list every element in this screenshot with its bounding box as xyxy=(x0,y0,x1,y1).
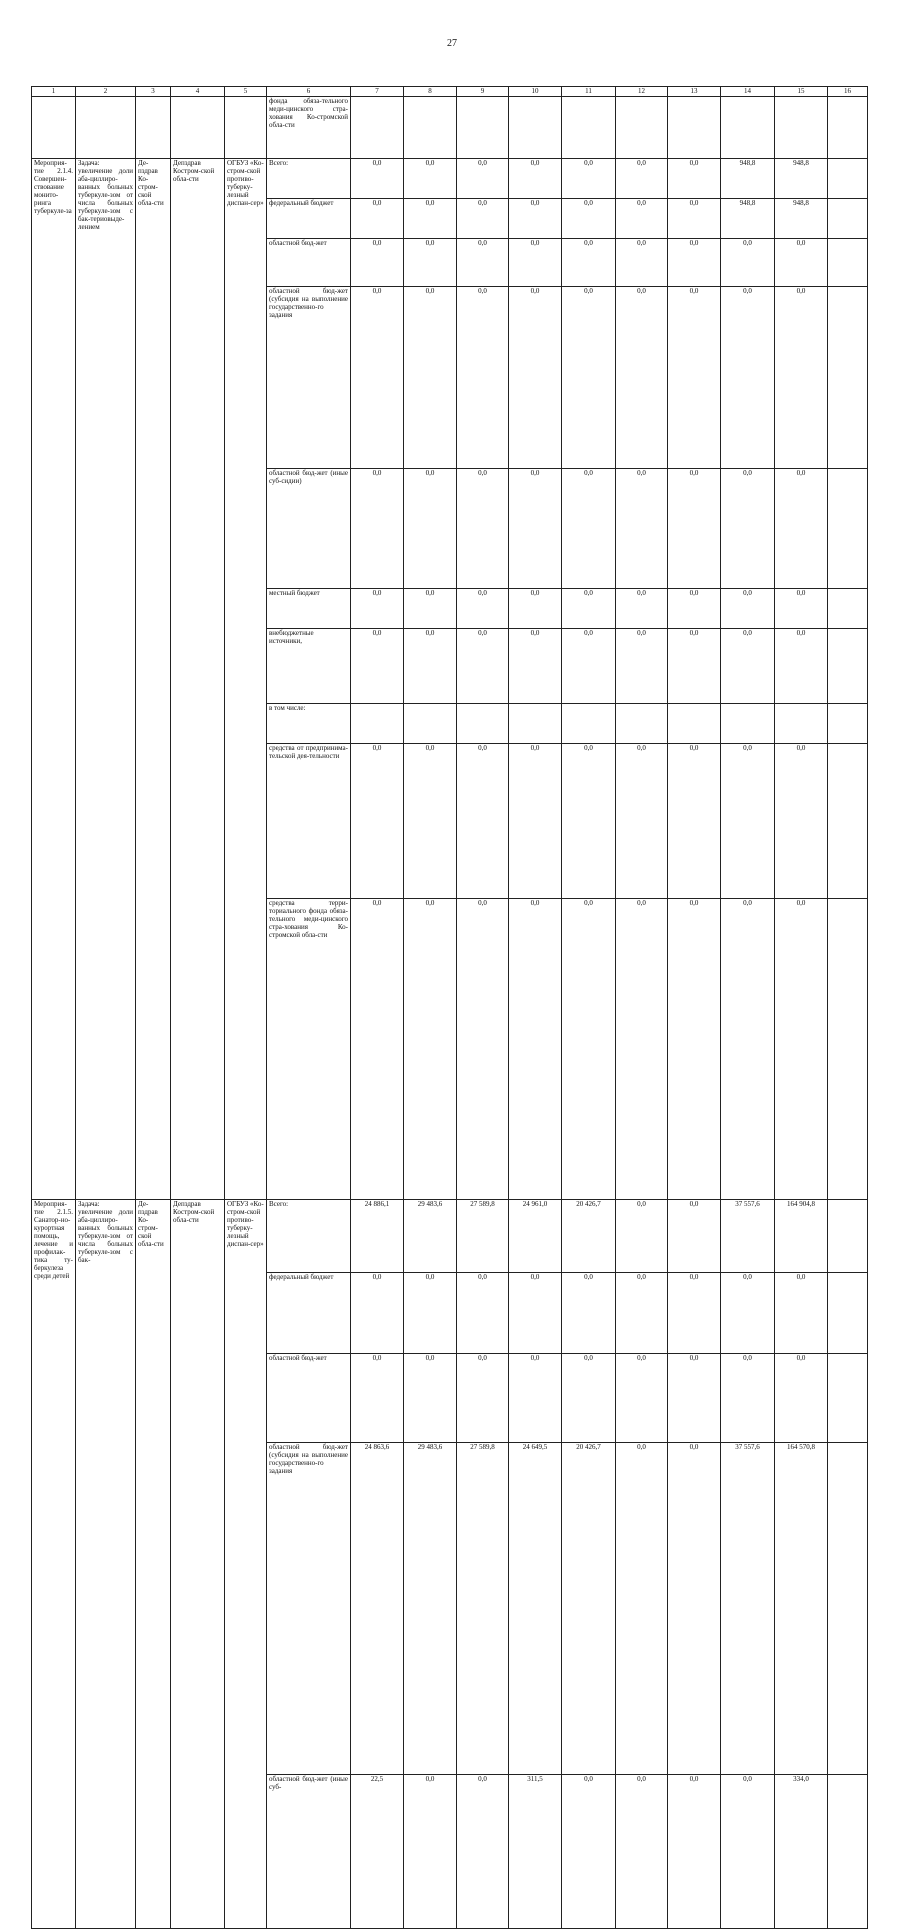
amount-cell: 0,0 xyxy=(616,198,668,238)
amount-cell: 0,0 xyxy=(775,588,828,628)
amount-cell: 0,0 xyxy=(668,198,721,238)
amount-cell: 24 961,0 xyxy=(509,1200,562,1273)
amount-cell: 0,0 xyxy=(457,198,509,238)
amount-cell: 0,0 xyxy=(616,1442,668,1774)
amount-cell: 0,0 xyxy=(721,1353,775,1442)
amount-cell: 0,0 xyxy=(721,469,775,589)
funding-source: областной бюд-жет (иные суб- xyxy=(267,1775,351,1929)
amount-cell: 0,0 xyxy=(721,898,775,1199)
column-header: 14 xyxy=(721,87,775,97)
amount-cell: 0,0 xyxy=(668,159,721,199)
amount-cell: 0,0 xyxy=(404,743,457,898)
column-header: 3 xyxy=(136,87,171,97)
amount-cell: 0,0 xyxy=(351,898,404,1199)
amount-cell: 0,0 xyxy=(721,743,775,898)
amount-cell: 948,8 xyxy=(721,198,775,238)
amount-cell: 0,0 xyxy=(616,159,668,199)
amount-cell: 0,0 xyxy=(509,198,562,238)
amount-cell: 0,0 xyxy=(404,1272,457,1353)
amount-cell: 0,0 xyxy=(457,898,509,1199)
empty-cell xyxy=(828,97,868,159)
coordinator: Де-пздрав Ко-стром-ской обла-сти xyxy=(136,159,171,1200)
column-header: 1 xyxy=(32,87,76,97)
amount-cell: 0,0 xyxy=(404,1353,457,1442)
amount-cell: 0,0 xyxy=(668,628,721,703)
empty-cell xyxy=(828,628,868,703)
amount-cell: 0,0 xyxy=(562,1353,616,1442)
amount-cell: 0,0 xyxy=(616,287,668,469)
measure-task: Задача: увеличение доли аба-циллиро-ванных больных туберкуле-зом от числа больных туберкуле-зом с бак- xyxy=(76,1200,136,1929)
amount-cell: 0,0 xyxy=(457,287,509,469)
participant: ОГБУЗ «Ко-стром-ской противо-туберку-лезный диспан-сер» xyxy=(225,1200,267,1929)
amount-cell: 0,0 xyxy=(457,238,509,287)
column-header: 9 xyxy=(457,87,509,97)
amount-cell: 0,0 xyxy=(562,898,616,1199)
funding-source: Всего: xyxy=(267,159,351,199)
amount-cell: 334,0 xyxy=(775,1775,828,1929)
continuation-row xyxy=(32,97,868,159)
funding-source: местный бюджет xyxy=(267,588,351,628)
amount-cell: 22,5 xyxy=(351,1775,404,1929)
amount-cell xyxy=(509,703,562,743)
funding-source: областной бюд-жет (иные суб-сидии) xyxy=(267,469,351,589)
amount-cell: 0,0 xyxy=(351,628,404,703)
amount-cell: 0,0 xyxy=(404,287,457,469)
column-header: 10 xyxy=(509,87,562,97)
empty-cell xyxy=(828,1775,868,1929)
amount-cell: 0,0 xyxy=(509,588,562,628)
amount-cell: 0,0 xyxy=(721,287,775,469)
amount-cell: 0,0 xyxy=(351,159,404,199)
amount-cell: 0,0 xyxy=(509,159,562,199)
amount-cell xyxy=(616,703,668,743)
funding-source: областной бюд-жет (субсидия на выполнение государственно-го задания xyxy=(267,287,351,469)
amount-cell: 0,0 xyxy=(668,238,721,287)
amount-cell: 0,0 xyxy=(668,469,721,589)
amount-cell: 29 483,6 xyxy=(404,1200,457,1273)
amount-cell: 0,0 xyxy=(509,743,562,898)
amount-cell: 0,0 xyxy=(775,1272,828,1353)
empty-cell xyxy=(828,588,868,628)
amount-cell: 0,0 xyxy=(509,469,562,589)
amount-cell xyxy=(457,703,509,743)
amount-cell: 24 863,6 xyxy=(351,1442,404,1774)
amount-cell: 0,0 xyxy=(775,898,828,1199)
measure-name: Мероприя-тие 2.1.4. Совершен-ствование монито-ринга туберкуле-за xyxy=(32,159,76,1200)
amount-cell: 0,0 xyxy=(721,588,775,628)
participant: ОГБУЗ «Ко-стром-ской противо-туберку-лезный диспан-сер» xyxy=(225,159,267,1200)
column-header: 15 xyxy=(775,87,828,97)
funding-source: областной бюд-жет (субсидия на выполнение государственно-го задания xyxy=(267,1442,351,1774)
amount-cell: 0,0 xyxy=(562,159,616,199)
measure-task: Задача: увеличение доли аба-циллиро-ванных больных туберкуле-зом от числа больных туберкуле-зом с бак-териовыде-лением xyxy=(76,159,136,1200)
amount-cell: 0,0 xyxy=(509,238,562,287)
responsible-executor: Депздрав Костром-ской обла-сти xyxy=(171,1200,225,1929)
column-header: 2 xyxy=(76,87,136,97)
amount-cell: 311,5 xyxy=(509,1775,562,1929)
amount-cell: 0,0 xyxy=(404,159,457,199)
amount-cell xyxy=(668,703,721,743)
amount-cell: 0,0 xyxy=(457,743,509,898)
amount-cell: 0,0 xyxy=(351,287,404,469)
column-header: 16 xyxy=(828,87,868,97)
amount-cell: 0,0 xyxy=(509,898,562,1199)
amount-cell xyxy=(562,703,616,743)
empty-cell xyxy=(828,287,868,469)
amount-cell: 0,0 xyxy=(668,287,721,469)
amount-cell: 0,0 xyxy=(775,469,828,589)
amount-cell: 0,0 xyxy=(509,1272,562,1353)
amount-cell: 0,0 xyxy=(616,238,668,287)
empty-cell xyxy=(76,97,136,159)
amount-cell: 0,0 xyxy=(404,1775,457,1929)
funding-source: Всего: xyxy=(267,1200,351,1273)
amount-cell: 0,0 xyxy=(616,469,668,589)
amount-cell: 0,0 xyxy=(721,1272,775,1353)
amount-cell: 0,0 xyxy=(404,238,457,287)
empty-cell xyxy=(616,97,668,159)
empty-cell xyxy=(225,97,267,159)
amount-cell: 0,0 xyxy=(509,287,562,469)
amount-cell: 948,8 xyxy=(721,159,775,199)
amount-cell: 0,0 xyxy=(562,743,616,898)
empty-cell xyxy=(32,97,76,159)
empty-cell xyxy=(457,97,509,159)
amount-cell: 0,0 xyxy=(404,628,457,703)
amount-cell: 164 570,8 xyxy=(775,1442,828,1774)
empty-cell xyxy=(721,97,775,159)
amount-cell: 0,0 xyxy=(775,743,828,898)
amount-cell: 0,0 xyxy=(404,198,457,238)
source-label: фонда обяза-тельного меди-цинского стра-хования Ко-стромской обла-сти xyxy=(267,97,351,159)
empty-cell xyxy=(828,238,868,287)
amount-cell: 0,0 xyxy=(668,1200,721,1273)
page-number: 27 xyxy=(447,38,457,49)
amount-cell: 27 589,8 xyxy=(457,1200,509,1273)
amount-cell: 0,0 xyxy=(509,628,562,703)
column-header: 6 xyxy=(267,87,351,97)
amount-cell: 0,0 xyxy=(616,1353,668,1442)
amount-cell: 0,0 xyxy=(616,588,668,628)
amount-cell: 0,0 xyxy=(616,743,668,898)
amount-cell: 37 557,6 xyxy=(721,1442,775,1774)
empty-cell xyxy=(509,97,562,159)
funding-source: в том числе: xyxy=(267,703,351,743)
funding-source: средства от предпринима-тельской дея-тельности xyxy=(267,743,351,898)
amount-cell: 20 426,7 xyxy=(562,1442,616,1774)
amount-cell: 0,0 xyxy=(562,198,616,238)
amount-cell: 0,0 xyxy=(668,1775,721,1929)
amount-cell: 0,0 xyxy=(351,743,404,898)
amount-cell: 0,0 xyxy=(562,1775,616,1929)
column-header: 11 xyxy=(562,87,616,97)
amount-cell xyxy=(351,703,404,743)
empty-cell xyxy=(828,743,868,898)
empty-cell xyxy=(775,97,828,159)
amount-cell: 0,0 xyxy=(616,898,668,1199)
amount-cell: 0,0 xyxy=(775,628,828,703)
amount-cell: 0,0 xyxy=(457,1272,509,1353)
amount-cell: 0,0 xyxy=(562,1272,616,1353)
amount-cell: 0,0 xyxy=(668,1442,721,1774)
funding-source: областной бюд-жет xyxy=(267,238,351,287)
column-header: 12 xyxy=(616,87,668,97)
funding-source: средства терри-ториального фонда обяза-тельного меди-цинского стра-хования Ко-стромской обла-сти xyxy=(267,898,351,1199)
amount-cell: 0,0 xyxy=(616,1272,668,1353)
amount-cell: 24 886,1 xyxy=(351,1200,404,1273)
funding-source: областной бюд-жет xyxy=(267,1353,351,1442)
amount-cell: 0,0 xyxy=(775,1353,828,1442)
empty-cell xyxy=(828,703,868,743)
amount-cell: 164 904,8 xyxy=(775,1200,828,1273)
amount-cell: 0,0 xyxy=(404,588,457,628)
amount-cell: 0,0 xyxy=(457,588,509,628)
amount-cell: 0,0 xyxy=(668,1272,721,1353)
amount-cell: 0,0 xyxy=(457,159,509,199)
empty-cell xyxy=(136,97,171,159)
amount-cell: 29 483,6 xyxy=(404,1442,457,1774)
amount-cell: 0,0 xyxy=(351,198,404,238)
amount-cell: 0,0 xyxy=(775,238,828,287)
amount-cell: 20 426,7 xyxy=(562,1200,616,1273)
amount-cell: 0,0 xyxy=(404,898,457,1199)
amount-cell: 0,0 xyxy=(404,469,457,589)
empty-cell xyxy=(828,1200,868,1273)
amount-cell: 0,0 xyxy=(457,469,509,589)
amount-cell: 27 589,8 xyxy=(457,1442,509,1774)
amount-cell: 0,0 xyxy=(668,1353,721,1442)
amount-cell: 0,0 xyxy=(509,1353,562,1442)
amount-cell: 0,0 xyxy=(668,743,721,898)
column-header: 13 xyxy=(668,87,721,97)
amount-cell: 0,0 xyxy=(616,1775,668,1929)
empty-cell xyxy=(562,97,616,159)
amount-cell: 0,0 xyxy=(668,588,721,628)
funding-source: федеральный бюджет xyxy=(267,1272,351,1353)
amount-cell: 0,0 xyxy=(721,628,775,703)
amount-cell: 24 649,5 xyxy=(509,1442,562,1774)
column-header: 5 xyxy=(225,87,267,97)
amount-cell: 948,8 xyxy=(775,198,828,238)
empty-cell xyxy=(828,1272,868,1353)
amount-cell xyxy=(404,703,457,743)
amount-cell: 948,8 xyxy=(775,159,828,199)
amount-cell: 0,0 xyxy=(351,1272,404,1353)
funding-row xyxy=(32,159,868,199)
amount-cell: 0,0 xyxy=(457,1353,509,1442)
empty-cell xyxy=(404,97,457,159)
column-header: 8 xyxy=(404,87,457,97)
amount-cell: 0,0 xyxy=(457,628,509,703)
amount-cell: 0,0 xyxy=(668,898,721,1199)
amount-cell: 0,0 xyxy=(721,238,775,287)
empty-cell xyxy=(828,469,868,589)
column-header: 7 xyxy=(351,87,404,97)
amount-cell: 0,0 xyxy=(351,588,404,628)
empty-cell xyxy=(668,97,721,159)
empty-cell xyxy=(351,97,404,159)
empty-cell xyxy=(171,97,225,159)
amount-cell: 0,0 xyxy=(351,469,404,589)
empty-cell xyxy=(828,198,868,238)
column-header: 4 xyxy=(171,87,225,97)
amount-cell: 37 557,6 xyxy=(721,1200,775,1273)
funding-source: федеральный бюджет xyxy=(267,198,351,238)
empty-cell xyxy=(828,898,868,1199)
amount-cell: 0,0 xyxy=(616,628,668,703)
funding-table xyxy=(31,86,868,1929)
funding-row xyxy=(32,1200,868,1273)
amount-cell: 0,0 xyxy=(616,1200,668,1273)
empty-cell xyxy=(828,159,868,199)
amount-cell: 0,0 xyxy=(562,238,616,287)
column-number-row xyxy=(32,87,868,97)
amount-cell xyxy=(775,703,828,743)
amount-cell: 0,0 xyxy=(562,588,616,628)
amount-cell: 0,0 xyxy=(562,469,616,589)
amount-cell: 0,0 xyxy=(562,628,616,703)
measure-name: Мероприя-тие 2.1.5. Санатор-но-курортная помощь, лечение и профилак-тика ту-беркулеза среди детей xyxy=(32,1200,76,1929)
amount-cell: 0,0 xyxy=(457,1775,509,1929)
funding-source: внебюджетные источники, xyxy=(267,628,351,703)
amount-cell: 0,0 xyxy=(562,287,616,469)
responsible-executor: Депздрав Костром-ской обла-сти xyxy=(171,159,225,1200)
empty-cell xyxy=(828,1442,868,1774)
amount-cell xyxy=(721,703,775,743)
amount-cell: 0,0 xyxy=(351,238,404,287)
amount-cell: 0,0 xyxy=(351,1353,404,1442)
amount-cell: 0,0 xyxy=(775,287,828,469)
amount-cell: 0,0 xyxy=(721,1775,775,1929)
coordinator: Де-пздрав Ко-стром-ской обла-сти xyxy=(136,1200,171,1929)
empty-cell xyxy=(828,1353,868,1442)
